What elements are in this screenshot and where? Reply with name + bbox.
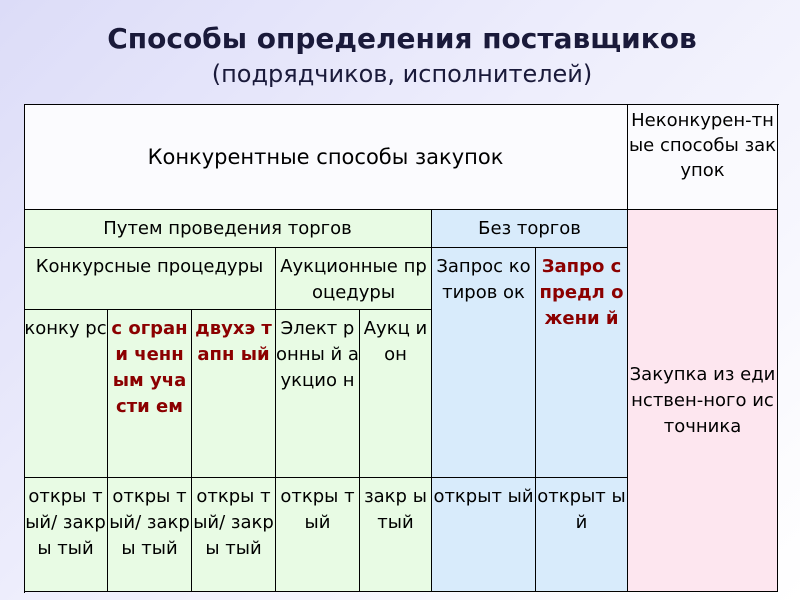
without-tenders-header: Без торгов	[432, 210, 628, 248]
auction-procedures-header: Аукционные процедуры	[276, 248, 432, 310]
access-request-quotes: открыт ый	[432, 478, 536, 592]
access-auction: закр ытый	[360, 478, 432, 592]
request-quotes-cell: Запрос котиров ок	[432, 248, 536, 478]
page-subtitle: (подрядчиков, исполнителей)	[211, 60, 593, 88]
method-auction: Аукц ион	[360, 310, 432, 478]
access-contest: откры тый/ закры тый	[24, 478, 108, 592]
request-proposals-cell: Запро с предл ожени й	[536, 248, 628, 478]
method-electronic-auction: Элект ронны й аукцио н	[276, 310, 360, 478]
competitive-header: Конкурентные способы закупок	[24, 104, 628, 210]
method-two-stage: двухэ тапн ый	[192, 310, 276, 478]
single-source-cell: Закупка из единствен-ного источника	[628, 210, 778, 592]
access-electronic-auction: откры тый	[276, 478, 360, 592]
contest-procedures-header: Конкурсные процедуры	[24, 248, 276, 310]
page-title: Способы определения поставщиков	[107, 22, 697, 55]
via-tenders-header: Путем проведения торгов	[24, 210, 432, 248]
access-limited: откры тый/ закры тый	[108, 478, 192, 592]
method-contest: конку рс	[24, 310, 108, 478]
title-block	[24, 16, 780, 104]
access-request-proposals: открыт ый	[536, 478, 628, 592]
access-two-stage: откры тый/ закры тый	[192, 478, 276, 592]
noncompetitive-header: Неконкурен-тные способы закупок	[628, 104, 778, 210]
method-limited: с ограни ченн ым участи ем	[108, 310, 192, 478]
